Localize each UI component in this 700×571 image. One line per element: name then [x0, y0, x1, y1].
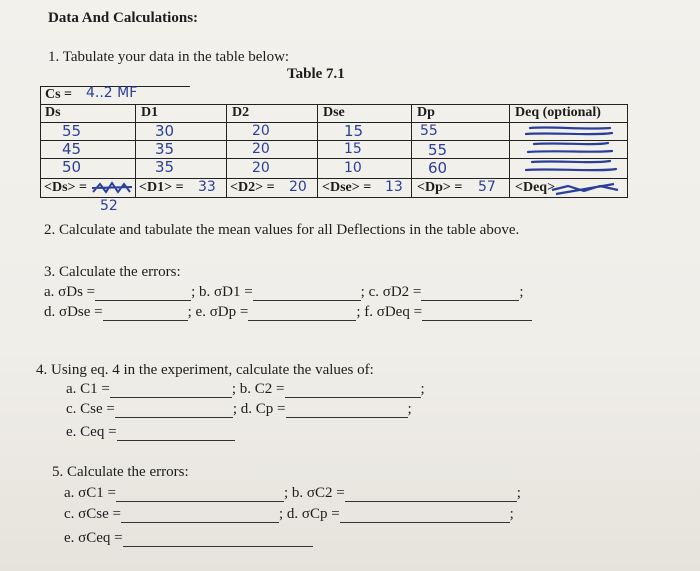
- q3b-label: ; b. σD1 =: [191, 284, 253, 300]
- cell-r3-dp: 60: [428, 159, 448, 177]
- col-header-dp: Dp: [417, 105, 435, 120]
- mean-d1-value: 33: [198, 179, 216, 195]
- mean-deq-label: <Deq>: [515, 180, 556, 195]
- cell-r2-d2: 20: [252, 141, 270, 157]
- q5e-label: e. σCeq =: [64, 530, 123, 546]
- q4b-blank[interactable]: [285, 385, 421, 398]
- mean-dp-label: <Dp> =: [417, 180, 463, 195]
- q4e-label: e. Ceq =: [66, 424, 117, 440]
- q5b-blank[interactable]: [345, 489, 517, 502]
- cell-r1-dse: 15: [344, 122, 364, 140]
- q3b-blank[interactable]: [253, 288, 361, 301]
- q5a-label: a. σC1 =: [64, 485, 116, 501]
- cell-r3-ds: 50: [62, 158, 82, 176]
- q3-row2: [44, 304, 532, 321]
- table-caption: Table 7.1: [287, 66, 345, 82]
- q5-row3: [64, 530, 313, 547]
- mean-deq-scribble: [548, 180, 624, 198]
- question-1: 1. Tabulate your data in the table below:: [48, 49, 290, 65]
- question-4-title: 4. Using eq. 4 in the experiment, calculate the values of:: [36, 362, 374, 378]
- q5-row1: [64, 485, 521, 502]
- q5b-label: ; b. σC2 =: [283, 485, 345, 501]
- q3d-label: d. σDse =: [44, 304, 103, 320]
- q3e-blank[interactable]: [248, 308, 356, 321]
- mean-ds-scribble: [90, 180, 134, 198]
- q3-row1: [44, 284, 524, 301]
- mean-d2-label: <D2> =: [230, 180, 275, 195]
- col-header-dse: Dse: [323, 105, 345, 120]
- q5a-blank[interactable]: [116, 489, 284, 502]
- q5-row2-end: ;: [509, 506, 514, 522]
- cell-r1-dp: 55: [420, 123, 438, 139]
- col-header-d2: D2: [232, 105, 250, 120]
- q5d-blank[interactable]: [340, 510, 510, 523]
- q4d-label: ; d. Cp =: [232, 401, 286, 417]
- q4c-label: c. Cse =: [66, 401, 115, 417]
- mean-dp-value: 57: [478, 179, 496, 195]
- cell-r2-d1: 35: [155, 140, 175, 158]
- q3f-label: ; f. σDeq =: [356, 304, 423, 320]
- q5c-label: c. σCse =: [64, 506, 121, 522]
- q4c-blank[interactable]: [115, 405, 233, 418]
- q3f-blank[interactable]: [422, 308, 532, 321]
- cell-r2-dp: 55: [428, 141, 448, 159]
- cell-r3-d2: 20: [252, 160, 270, 176]
- q4-row2-end: ;: [407, 401, 412, 417]
- q5e-blank[interactable]: [123, 534, 313, 547]
- q5-row1-end: ;: [516, 485, 521, 501]
- q3e-label: ; e. σDp =: [187, 304, 249, 320]
- mean-dse-label: <Dse> =: [322, 180, 372, 195]
- cell-r1-ds: 55: [62, 122, 82, 140]
- q3c-label: ; c. σD2 =: [360, 284, 422, 300]
- cell-r1-d2: 20: [252, 123, 270, 139]
- cs-value: 4..2 MF: [86, 85, 138, 101]
- col-header-ds: Ds: [45, 105, 61, 120]
- q3c-blank[interactable]: [421, 288, 519, 301]
- q3d-blank[interactable]: [103, 308, 188, 321]
- cell-r3-d1: 35: [155, 158, 175, 176]
- q3a-label: a. σDs =: [44, 284, 96, 300]
- q4b-label: ; b. C2 =: [231, 381, 285, 397]
- mean-ds-label: <Ds> =: [44, 180, 87, 195]
- below-table-note: 52: [100, 198, 118, 214]
- q4-row2: [66, 401, 412, 418]
- cell-r1-d1: 30: [155, 122, 175, 140]
- section-heading: Data And Calculations:: [48, 10, 199, 26]
- q4-row1: [66, 381, 425, 398]
- cell-r2-dse: 15: [344, 141, 362, 157]
- q4-row1-end: ;: [420, 381, 425, 397]
- q4-row3: [66, 424, 235, 441]
- q4a-label: a. C1 =: [66, 381, 110, 397]
- mean-dse-value: 13: [385, 179, 403, 195]
- q4d-blank[interactable]: [286, 405, 408, 418]
- question-2: 2. Calculate and tabulate the mean values for all Deflections in the table above.: [44, 222, 520, 238]
- q5d-label: ; d. σCp =: [278, 506, 340, 522]
- question-5-title: 5. Calculate the errors:: [52, 464, 189, 480]
- col-header-deq: Deq (optional): [515, 105, 601, 120]
- q5-row2: [64, 506, 514, 523]
- deq-scribble: [512, 122, 624, 178]
- cell-r2-ds: 45: [62, 140, 82, 158]
- col-header-d1: D1: [141, 105, 159, 120]
- q5c-blank[interactable]: [121, 510, 279, 523]
- q4e-blank[interactable]: [117, 428, 235, 441]
- mean-d1-label: <D1> =: [139, 180, 184, 195]
- mean-d2-value: 20: [289, 179, 307, 195]
- q3a-blank[interactable]: [95, 288, 191, 301]
- q3-row1-end: ;: [519, 284, 524, 300]
- q4a-blank[interactable]: [110, 385, 232, 398]
- cs-label: Cs =: [45, 87, 73, 102]
- question-3-title: 3. Calculate the errors:: [44, 264, 181, 280]
- cell-r3-dse: 10: [344, 160, 362, 176]
